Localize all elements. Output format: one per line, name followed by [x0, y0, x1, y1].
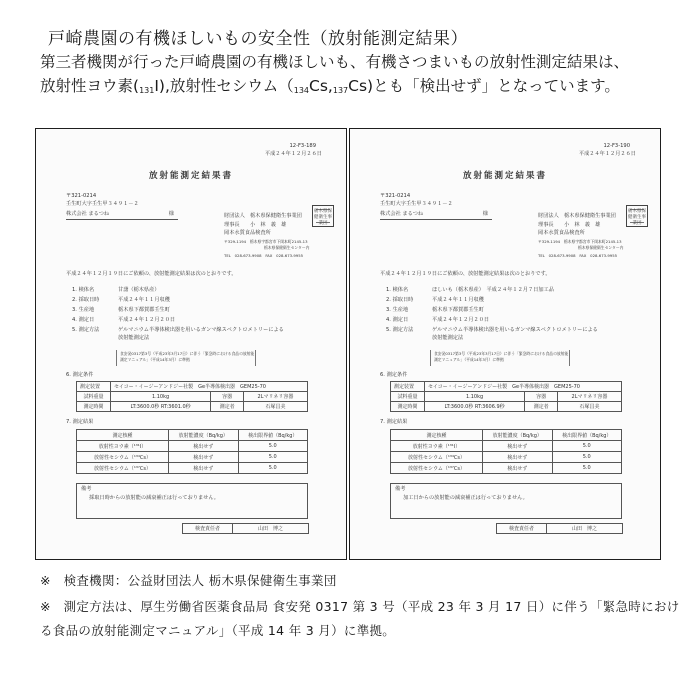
results-header-row: 測定核種 放射能濃度（Bq/kg） 検出限界値（Bq/kg） — [391, 430, 622, 441]
technician-value: 石塚昌美 — [243, 402, 307, 412]
container-value: 2Lマリネリ容器 — [243, 392, 307, 402]
remarks-label: 備考 — [395, 486, 406, 492]
signature-table — [182, 523, 309, 534]
official-seal: 栃木県保健衛生事業団 — [626, 205, 648, 227]
intro-line-1: 第三者機関が行った戸崎農園の有機ほしいも、有機さつまいもの放射性測定結果は、 — [40, 53, 630, 71]
results-header-row: 測定核種 放射能濃度（Bq/kg） 検出限界値（Bq/kg） — [77, 430, 308, 441]
certificate-left — [35, 128, 347, 560]
time-label: 測定時間 — [391, 402, 425, 412]
note-method-line-1: ※ 測定方法は、厚生労働省医薬食品局 食安発 0317 第 3 号（平成 23 年 3 月 17 日）に伴う「緊急時におけ — [40, 599, 680, 614]
results-table — [390, 429, 622, 474]
intro-text — [40, 50, 629, 103]
signature-role: 検査責任者 — [497, 524, 547, 534]
signature-role: 検査責任者 — [183, 524, 233, 534]
method-note: 食安発0317第3号（平成23年3月17日）に伴う「緊急時における食品の放射能 測定マニュアル」（平成14年3月）に準拠 — [430, 350, 570, 366]
item-row: 3. 生産地 栃木県下都賀郡壬生町 — [72, 307, 170, 313]
issuer-dept: 岡本水質食品検査所 — [538, 230, 585, 236]
remarks-box — [390, 483, 622, 519]
remarks-label: 備考 — [81, 486, 92, 492]
technician-value: 石塚昌美 — [557, 402, 621, 412]
device-label: 測定装置 — [391, 382, 425, 392]
item-row: 2. 採取日時 平成２４年１１月収穫 — [72, 297, 170, 303]
item-row: 1. 検体名 甘藷（栃木県産） — [72, 287, 160, 293]
item-list — [72, 287, 284, 343]
method-note: 食安発0317第3号（平成23年3月17日）に伴う「緊急時における食品の放射能 測定マニュアル」（平成14年3月）に準拠 — [116, 350, 256, 366]
results-heading: 7. 測定結果 — [66, 419, 94, 425]
technician-label: 測定者 — [211, 402, 244, 412]
item-row: 4. 測定日 平成２４年１２月２０日 — [386, 317, 490, 323]
remarks-text: 採取日時からの放射能の減衰補正は行っておりません。 — [89, 495, 219, 501]
table-row: 放射性セシウム（¹³⁴Cs） 検出せず 5.0 — [77, 452, 308, 463]
item-list — [386, 287, 598, 343]
page-title: 戸崎農園の有機ほしいもの安全性（放射能測定結果） — [48, 29, 468, 49]
conditions-heading: 6. 測定条件 — [380, 372, 408, 378]
container-label: 容器 — [211, 392, 244, 402]
time-value: LT:3600.0秒 RT:3606.9秒 — [425, 402, 525, 412]
device-label: 測定装置 — [77, 382, 111, 392]
item-row: 5. 測定方法 ゲルマニウム半導体検出器を用いるガンマ線スペクトロメトリーによる — [72, 327, 284, 333]
conditions-table — [76, 381, 308, 412]
client-name: 株式会社 まるつね 様 — [66, 211, 178, 220]
issuer-head: 理事長 小 林 義 雄 — [538, 222, 601, 228]
item-row: 放射能測定法 — [432, 335, 464, 341]
statement: 平成２４年１２月１９日にご依頼の、放射能測定結果は次のとおりです。 — [380, 271, 551, 277]
signature-name: 山田 博之 — [233, 524, 309, 534]
results-table — [76, 429, 308, 474]
issuer-phone: TEL 028-673-9908 FAX 028-673-9955 — [538, 253, 618, 258]
item-row: 2. 採取日時 平成２４年１１月収穫 — [386, 297, 484, 303]
remarks-text: 加工日からの放射能の減衰補正は行っておりません。 — [403, 495, 528, 501]
container-value: 2Lマリネリ容器 — [557, 392, 621, 402]
results-heading: 7. 測定結果 — [380, 419, 408, 425]
certificate-right — [349, 128, 661, 560]
client-postal: 〒321-0214 — [380, 193, 411, 199]
time-value: LT:3600.0秒 RT:3601.0秒 — [111, 402, 211, 412]
issuer-head: 理事長 小 林 義 雄 — [224, 222, 287, 228]
issuer-dept: 岡本水質食品検査所 — [224, 230, 271, 236]
container-label: 容器 — [525, 392, 558, 402]
conditions-heading: 6. 測定条件 — [66, 372, 94, 378]
doc-number: 12-F3-189 — [289, 143, 316, 149]
item-row: 放射能測定法 — [118, 335, 150, 341]
conditions-table — [390, 381, 622, 412]
signature-name: 山田 博之 — [547, 524, 623, 534]
doc-title: 放射能測定結果書 — [462, 171, 547, 181]
item-row: 4. 測定日 平成２４年１２月２０日 — [72, 317, 176, 323]
item-row: 3. 生産地 栃木県下都賀郡壬生町 — [386, 307, 484, 313]
weight-label: 試料重量 — [77, 392, 111, 402]
doc-number: 12-F3-190 — [603, 143, 630, 149]
table-row: 放射性ヨウ素（¹³¹I） 検出せず 5.0 — [391, 441, 622, 452]
weight-value: 1.10kg — [111, 392, 211, 402]
time-label: 測定時間 — [77, 402, 111, 412]
doc-title: 放射能測定結果書 — [148, 171, 233, 181]
official-seal: 栃木県保健衛生事業団 — [312, 205, 334, 227]
statement: 平成２４年１２月１９日にご依頼の、放射能測定結果は次のとおりです。 — [66, 271, 237, 277]
table-row: 放射性セシウム（¹³⁴Cs） 検出せず 5.0 — [391, 452, 622, 463]
note-method-line-2: る食品の放射能測定マニュアル」（平成 14 年 3 月）に準拠。 — [40, 623, 396, 638]
signature-table — [496, 523, 623, 534]
client-name: 株式会社 まるつね 様 — [380, 211, 492, 220]
intro-line-2: 放射性ヨウ素$(_{131}I)$,放射性セシウム$(_{134}Cs,_{137}Cs)$とも「検出せず」となっています。 — [40, 77, 620, 95]
table-row: 放射性セシウム（¹³⁷Cs） 検出せず 5.0 — [391, 463, 622, 474]
issuer-address-1: 〒329-1194 栃木県宇都宮市下岡本町2145-13 — [224, 239, 308, 244]
issuer-phone: TEL 028-673-9908 FAX 028-673-9955 — [224, 253, 304, 258]
client-address: 壬生町大字壬生甲３４９１－２ — [66, 201, 139, 207]
item-row: 5. 測定方法 ゲルマニウム半導体検出器を用いるガンマ線スペクトロメトリーによる — [386, 327, 598, 333]
device-value: セイコー・イージーアンドジー社製 Ge半導体検出器 GEM25-70 — [111, 382, 308, 392]
client-address: 壬生町大字壬生甲３４９１－２ — [380, 201, 453, 207]
client-postal: 〒321-0214 — [66, 193, 97, 199]
issuer-org: 財団法人 栃木県保健衛生事業団 — [538, 213, 616, 219]
item-row: 1. 検体名 ほしいも（栃木県産） 平成２４年１２月７日加工品 — [386, 287, 554, 293]
device-value: セイコー・イージーアンドジー社製 Ge半導体検出器 GEM25-70 — [425, 382, 622, 392]
technician-label: 測定者 — [525, 402, 558, 412]
table-row: 放射性セシウム（¹³⁷Cs） 検出せず 5.0 — [77, 463, 308, 474]
issuer-org: 財団法人 栃木県保健衛生事業団 — [224, 213, 302, 219]
weight-label: 試料重量 — [391, 392, 425, 402]
note-inspection-body: ※ 検査機関：公益財団法人 栃木県保健衛生事業団 — [40, 573, 337, 588]
issuer-address-2: 栃木県保健衛生センター内 — [578, 245, 624, 250]
issuer-address-1: 〒329-1194 栃木県宇都宮市下岡本町2145-13 — [538, 239, 622, 244]
table-row: 放射性ヨウ素（¹³¹I） 検出せず 5.0 — [77, 441, 308, 452]
issuer-address-2: 栃木県保健衛生センター内 — [264, 245, 310, 250]
doc-date: 平成２４年１２月２６日 — [264, 151, 322, 157]
remarks-box — [76, 483, 308, 519]
doc-date: 平成２４年１２月２６日 — [578, 151, 636, 157]
weight-value: 1.10kg — [425, 392, 525, 402]
